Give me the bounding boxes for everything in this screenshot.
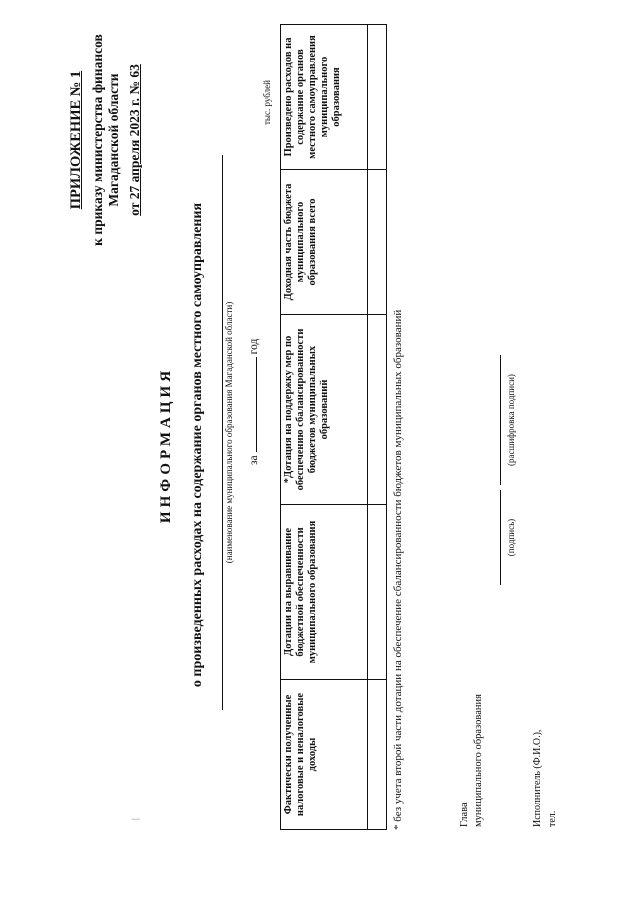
units-label: тыс. рублей: [262, 80, 272, 125]
appendix-line-1: к приказу министерства финансов: [90, 34, 105, 246]
municipality-name-line: [222, 155, 223, 710]
information-table: [280, 24, 387, 830]
table-cell: [368, 25, 387, 170]
table-header-row: [281, 25, 368, 830]
period-prefix: за: [248, 455, 260, 465]
margin-mark: |: [130, 818, 140, 820]
municipality-name-caption: (наименование муниципального образования Магаданской области): [224, 301, 234, 564]
name-decode-caption: (расшифровка подписи): [506, 374, 516, 466]
table-cell: [368, 505, 387, 680]
appendix-block: [68, 25, 143, 255]
name-decode-line: [500, 355, 501, 485]
table-cell: [368, 170, 387, 315]
signature-line: [500, 490, 501, 585]
executor-label: Исполнитель (Ф.И.О.),: [532, 729, 543, 827]
period-year-blank: [246, 357, 257, 452]
header-total-revenue: Доходная часть бюджета муниципального образования всего: [281, 170, 368, 315]
signature-caption: (подпись): [506, 518, 516, 557]
period-line: [246, 339, 260, 465]
appendix-date: от 27 апреля 2023 г. № 63: [127, 64, 142, 216]
header-equalization-grants: Дотации на выравнивание бюджетной обеспеченности муниципального образования: [281, 505, 368, 680]
executor-phone-label: тел.: [547, 810, 558, 827]
header-expenses: Произведено расходов на содержание органов местного самоуправления муниципального образования: [281, 25, 368, 170]
document-subtitle: о произведенных расходах на содержание органов местного самоуправления: [190, 202, 205, 688]
header-balance-support-grant: *Дотация на поддержку мер по обеспечению сбалансированности бюджетов муниципальных образований: [281, 315, 368, 505]
signatory-title-line-2: муниципального образования: [473, 694, 484, 827]
table-row: [368, 25, 387, 830]
signatory-title-line-1: Глава: [459, 802, 470, 827]
appendix-line-2: Магаданской области: [106, 73, 121, 207]
header-tax-revenues: Фактически полученные налоговые и неналоговые доходы: [281, 680, 368, 830]
footnote: * без учета второй части дотации на обеспечение сбалансированности бюджетов муниципальных образований: [392, 309, 404, 830]
executor-block: [530, 730, 560, 827]
appendix-title: ПРИЛОЖЕНИЕ № 1: [68, 70, 84, 210]
table-cell: [368, 315, 387, 505]
signatory-title: [458, 694, 486, 827]
period-suffix: год: [248, 338, 260, 355]
table-cell: [368, 680, 387, 830]
document-title: ИНФОРМАЦИЯ: [158, 366, 174, 524]
